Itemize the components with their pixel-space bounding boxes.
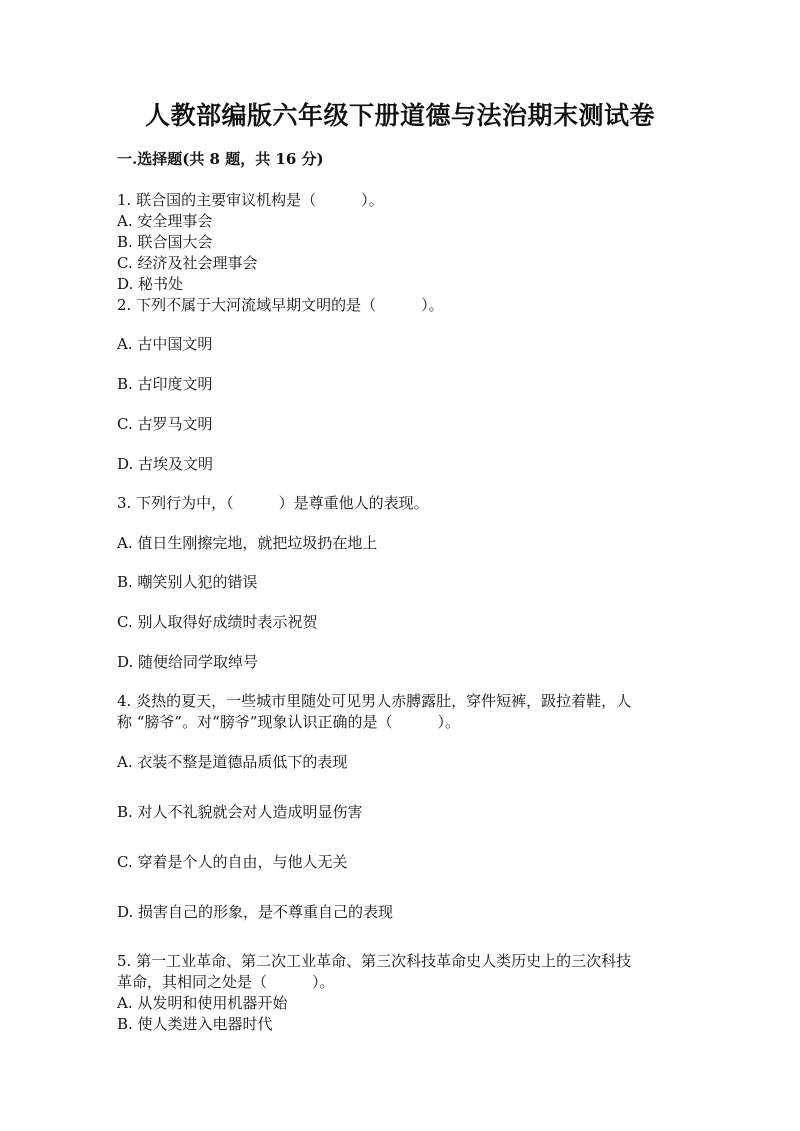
section-heading: 一.选择题(共 8 题，共 16 分) — [117, 150, 324, 168]
question-4-option-a: A. 衣装不整是道德品质低下的表现 — [117, 753, 348, 771]
question-1-stem: 1. 联合国的主要审议机构是（ ）。 — [117, 191, 384, 209]
question-2-option-b: B. 古印度文明 — [117, 375, 213, 393]
question-3-option-c: C. 别人取得好成绩时表示祝贺 — [117, 613, 318, 631]
question-2-option-d: D. 古埃及文明 — [117, 455, 214, 473]
question-1-option-a: A. 安全理事会 — [117, 212, 213, 230]
question-3-option-b: B. 嘲笑别人犯的错误 — [117, 573, 258, 591]
question-3-option-d: D. 随便给同学取绰号 — [117, 653, 259, 671]
question-4-stem-line-1: 4. 炎热的夏天，一些城市里随处可见男人赤膊露肚，穿件短裤，趿拉着鞋，人 — [117, 692, 632, 710]
question-2-stem: 2. 下列不属于大河流域早期文明的是（ ）。 — [117, 296, 444, 314]
question-5-option-b: B. 使人类进入电器时代 — [117, 1015, 273, 1033]
question-2-option-a: A. 古中国文明 — [117, 335, 213, 353]
question-4-stem-line-2: 称 “膀爷”。对“膀爷”现象认识正确的是（ ）。 — [117, 713, 460, 731]
question-1-option-b: B. 联合国大会 — [117, 233, 213, 251]
page-title: 人教部编版六年级下册道德与法治期末测试卷 — [144, 101, 655, 130]
question-4-option-c: C. 穿着是个人的自由，与他人无关 — [117, 853, 348, 871]
question-3-stem: 3. 下列行为中，（ ）是尊重他人的表现。 — [117, 494, 429, 512]
question-5-stem-line-2: 革命，其相同之处是（ ）。 — [117, 973, 335, 991]
question-4-option-b: B. 对人不礼貌就会对人造成明显伤害 — [117, 803, 363, 821]
question-4-option-d: D. 损害自己的形象，是不尊重自己的表现 — [117, 903, 394, 921]
question-3-option-a: A. 值日生刚擦完地，就把垃圾扔在地上 — [117, 534, 378, 552]
question-5-option-a: A. 从发明和使用机器开始 — [117, 994, 288, 1012]
question-5-stem-line-1: 5. 第一工业革命、第二次工业革命、第三次科技革命史人类历史上的三次科技 — [117, 952, 632, 970]
question-2-option-c: C. 古罗马文明 — [117, 415, 213, 433]
question-1-option-c: C. 经济及社会理事会 — [117, 254, 258, 272]
question-1-option-d: D. 秘书处 — [117, 275, 184, 293]
